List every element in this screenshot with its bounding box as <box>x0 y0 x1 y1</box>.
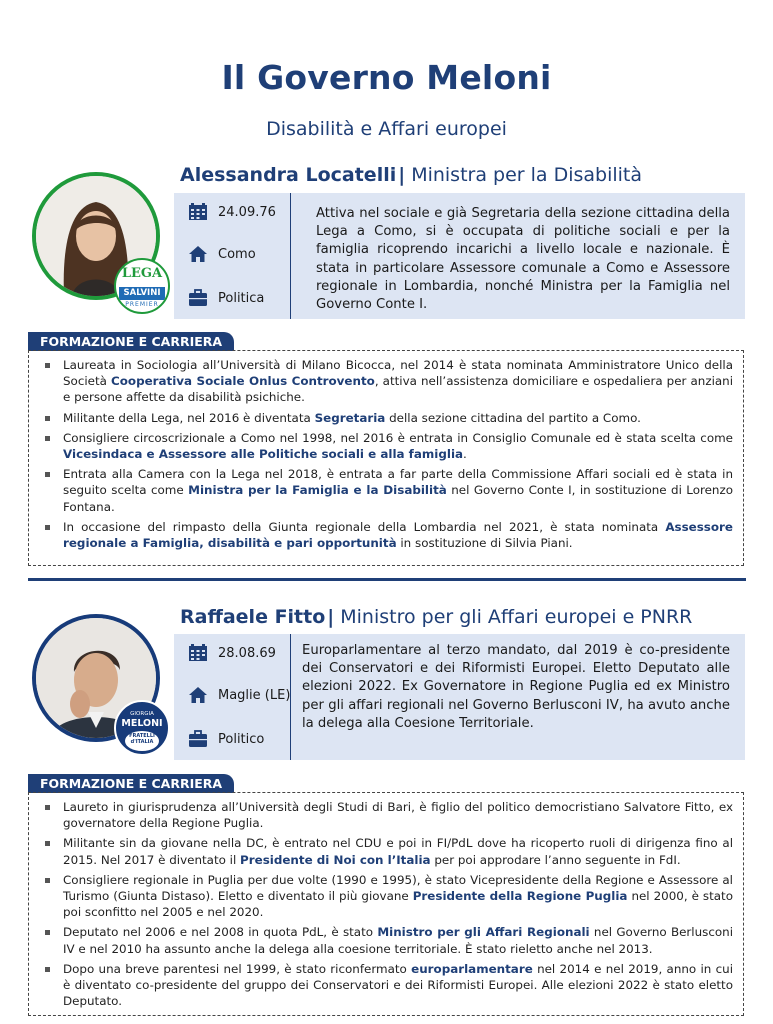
career-item: Dopo una breve parentesi nel 1999, è stato riconfermato europarlamentare nel 2014 e nel 2019, anno in cui è diventato co-presidente del gruppo dei Conservatori e dei Riformisti Europei. Alle elezioni 2022 è stato eletto Deputato. <box>41 961 733 1010</box>
career-box <box>28 792 744 1016</box>
career-list <box>41 357 733 551</box>
minister-infobox <box>174 193 745 319</box>
career-item: Consigliere circoscrizionale a Como nel 1998, nel 2016 è entrata in Consiglio Comunale ed è stata scelta come Vicesindaca e Assessore alle Politiche sociali e alla famiglia. <box>41 430 733 462</box>
home-icon <box>188 686 208 704</box>
lega-party-logo: LEGA SALVINI PREMIER <box>114 258 170 314</box>
briefcase-icon <box>188 730 208 748</box>
career-item: Consigliere regionale in Puglia per due volte (1990 e 1995), è stato Vicepresidente della Regione e Assessore al Turismo (Giunta Distaso). Eletto e diventato il più giovane Presidente della Regione Puglia nel 2000, è stato poi sconfitto nel 2005 e nel 2020. <box>41 872 733 921</box>
career-item: In occasione del rimpasto della Giunta regionale della Lombardia nel 2021, è stata nominata Assessore regionale a Famiglia, disabilità e pari opportunità in sostituzione di Silvia Piani. <box>41 519 733 551</box>
career-box <box>28 350 744 566</box>
page-subtitle: Disabilità e Affari europei <box>266 118 507 140</box>
category-row <box>188 730 264 748</box>
briefcase-icon <box>188 289 208 307</box>
infobox-divider <box>290 634 291 760</box>
minister-name: Alessandra Locatelli <box>180 164 397 186</box>
calendar-icon <box>188 203 208 221</box>
career-item: Laureto in giurisprudenza all’Università degli Studi di Bari, è figlio del politico democristiano Salvatore Fitto, ex governatore della Regione Puglia. <box>41 799 733 831</box>
home-icon <box>188 245 208 263</box>
category-value: Politica <box>218 290 265 306</box>
section-divider <box>28 578 746 581</box>
career-list <box>41 799 733 1009</box>
city-value: Como <box>218 246 256 262</box>
city-row <box>188 245 256 263</box>
minister-name: Raffaele Fitto <box>180 606 326 628</box>
career-item: Militante della Lega, nel 2016 è diventata Segretaria della sezione cittadina del partito a Como. <box>41 410 733 426</box>
city-row <box>188 686 290 704</box>
infobox-divider <box>290 193 291 319</box>
minister-bio: Europarlamentare al terzo mandato, dal 2019 è co-presidente dei Conservatori e dei Riformisti Europei. Eletto Deputato alle elezioni 2022. Ex Governatore in Regione Puglia ed ex Ministro per gli affari regionali nel Governo Berlusconi IV, ha avuto anche la delega alla Coesione Territoriale. <box>302 643 730 731</box>
career-item: Entrata alla Camera con la Lega nel 2018, è entrata a far parte della Commissione Affari sociali ed è stata in seguito scelta come Ministra per la Famiglia e la Disabilità nel Governo Conte I, in sostituzione di Lorenzo Fontana. <box>41 466 733 515</box>
calendar-icon <box>188 644 208 662</box>
minister-role: Ministro per gli Affari europei e PNRR <box>340 606 693 628</box>
minister-role: Ministra per la Disabilità <box>411 164 643 186</box>
page-title: Il Governo Meloni <box>221 58 552 97</box>
birthdate-row <box>188 644 276 662</box>
birthdate-value: 28.08.69 <box>218 645 276 661</box>
career-item: Deputato nel 2006 e nel 2008 in quota PdL, è stato Ministro per gli Affari Regionali nel Governo Berlusconi IV e nel 2010 ha assunto anche la delega alla coesione territoriale. È stato rieletto anche nel 2013. <box>41 924 733 956</box>
city-value: Maglie (LE) <box>218 687 291 703</box>
category-value: Politico <box>218 731 265 747</box>
career-item: Militante sin da giovane nella DC, è entrato nel CDU e poi in FI/PdL dove ha ricoperto ruoli di dirigenza fino al 2015. Nel 2017 è diventato il Presidente di Noi con l’Italia per poi approdare l’anno seguente in FdI. <box>41 835 733 867</box>
minister-heading-2: Raffaele Fitto | Ministro per gli Affari europei e PNRR <box>180 606 693 628</box>
birthdate-value: 24.09.76 <box>218 204 276 220</box>
minister-heading-1: Alessandra Locatelli | Ministra per la Disabilità <box>180 164 643 186</box>
section-label: FORMAZIONE E CARRIERA <box>28 774 234 793</box>
category-row <box>188 289 264 307</box>
fdi-party-logo: GIORGIA MELONI FRATELLI d'ITALIA <box>114 700 170 756</box>
section-label: FORMAZIONE E CARRIERA <box>28 332 234 351</box>
career-item: Laureata in Sociologia all’Università di Milano Bicocca, nel 2014 è stata nominata Amministratore Unico della Società Cooperativa Sociale Onlus Controvento, attiva nell’assistenza domiciliare e ospedaliera per anziani e persone affette da disabilità psichiche. <box>41 357 733 406</box>
minister-bio: Attiva nel sociale e già Segretaria della sezione cittadina della Lega a Como, si è occupata di politiche sociali e per la famiglia ricoprendo incarichi a livello locale e nazionale. È stata in particolare Assessore comunale a Como e Assessore regionale in Lombardia, nonché Ministra per la Famiglia nel Governo Conte I. <box>316 206 730 313</box>
minister-infobox <box>174 634 745 760</box>
birthdate-row <box>188 203 276 221</box>
